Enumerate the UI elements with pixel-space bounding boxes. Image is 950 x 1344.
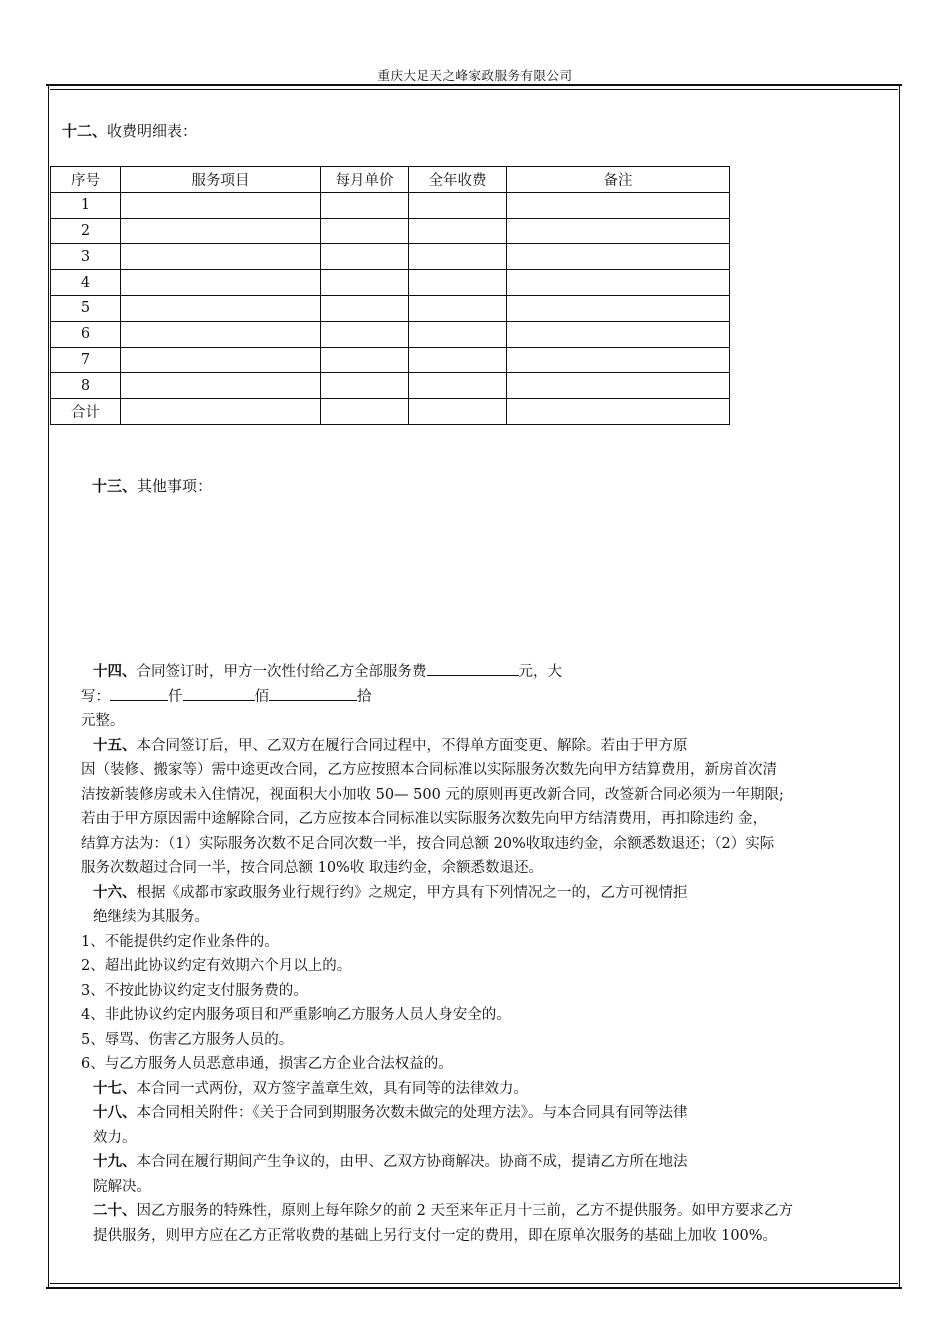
annual-fee-cell[interactable] xyxy=(409,244,507,270)
service-item-cell[interactable] xyxy=(121,192,321,218)
thousands-unit: 仟 xyxy=(168,688,183,705)
section-14-line-2 xyxy=(81,685,895,710)
remarks-cell[interactable] xyxy=(507,321,730,347)
list-item: 1、不能提供约定作业条件的。 xyxy=(81,933,279,950)
section-12-label: 十二、 xyxy=(62,122,108,140)
section-13-heading xyxy=(92,475,212,496)
section-15-text: 本合同签订后，甲、乙双方在履行合同过程中，不得单方面变更、解除。若由于甲方原 xyxy=(136,737,688,754)
annual-fee-cell[interactable] xyxy=(409,347,507,373)
section-14-label: 十四、 xyxy=(93,663,137,680)
row-number: 5 xyxy=(51,295,121,321)
tens-blank[interactable] xyxy=(269,686,357,701)
service-item-cell[interactable] xyxy=(121,244,321,270)
table-row xyxy=(51,270,730,296)
row-number: 1 xyxy=(51,192,121,218)
section-15-label: 十五、 xyxy=(93,736,137,754)
section-15-line-3: 洁按新装修房或未入住情况，视面积大小加收 50— 500 元的原则再更改新合同，改签新合同必须为一年期限; xyxy=(81,786,784,803)
annual-fee-total-cell[interactable] xyxy=(409,399,507,425)
service-item-cell[interactable] xyxy=(121,270,321,296)
header-serial-number: 序号 xyxy=(51,167,121,193)
remarks-cell[interactable] xyxy=(507,295,730,321)
list-item: 4、非此协议约定内服务项目和严重影响乙方服务人员人身安全的。 xyxy=(81,1007,511,1023)
remarks-cell[interactable] xyxy=(507,192,730,218)
page-frame-top xyxy=(46,84,902,86)
hundreds-unit: 佰 xyxy=(254,688,269,705)
page-frame-left xyxy=(48,84,49,1289)
monthly-price-cell[interactable] xyxy=(321,192,409,218)
section-16-label: 十六、 xyxy=(93,883,137,901)
thousands-blank[interactable] xyxy=(110,686,168,701)
service-item-total-cell[interactable] xyxy=(121,399,321,425)
section-20-label: 二十、 xyxy=(93,1202,137,1219)
service-item-cell[interactable] xyxy=(121,295,321,321)
total-row xyxy=(51,399,730,425)
section-16-line-2: 绝继续为其服务。 xyxy=(93,909,209,925)
monthly-price-cell[interactable] xyxy=(321,218,409,244)
section-16-line-1 xyxy=(81,881,895,906)
section-18-line-2: 效力。 xyxy=(93,1129,137,1146)
section-17-label: 十七、 xyxy=(93,1079,137,1097)
table-row xyxy=(51,295,730,321)
annual-fee-cell[interactable] xyxy=(409,373,507,399)
section-15-line-4: 若由于甲方原因需中途解除合同，乙方应按本合同标准以实际服务次数先向甲方结清费用，再扣除违约 金， xyxy=(81,811,768,827)
service-item-cell[interactable] xyxy=(121,218,321,244)
hundreds-blank[interactable] xyxy=(183,686,255,701)
section-12-heading xyxy=(62,120,197,141)
section-14-tail: 元，大 xyxy=(518,664,562,680)
table-row xyxy=(51,347,730,373)
table-row xyxy=(51,192,730,218)
page-frame-bottom-inner xyxy=(50,1283,898,1284)
section-13-title: 其他事项： xyxy=(137,477,213,495)
section-20-text: 因乙方服务的特殊性，原则上每年除夕的前 2 天至来年正月十三前，乙方不提供服务。如甲方要求乙方 xyxy=(136,1203,793,1219)
monthly-price-cell[interactable] xyxy=(321,295,409,321)
row-number: 6 xyxy=(51,321,121,347)
row-number: 8 xyxy=(51,373,121,399)
annual-fee-cell[interactable] xyxy=(409,218,507,244)
row-number: 7 xyxy=(51,347,121,373)
remarks-total-cell[interactable] xyxy=(507,399,730,425)
service-item-cell[interactable] xyxy=(121,321,321,347)
total-label: 合计 xyxy=(51,399,121,425)
section-14-line-1 xyxy=(81,660,895,685)
amount-in-words-label: 写： xyxy=(81,688,110,705)
section-15-line-2: 因（装修、搬家等）需中途更改合同，乙方应按照本合同标准以实际服务次数先向甲方结算费用，新房首次清 xyxy=(81,762,777,778)
header-service-item: 服务项目 xyxy=(121,167,321,193)
monthly-price-cell[interactable] xyxy=(321,270,409,296)
table-row xyxy=(51,244,730,270)
section-17-line xyxy=(81,1077,895,1102)
contract-terms xyxy=(81,660,895,1248)
page-frame-bottom xyxy=(46,1287,902,1289)
section-15-line-5: 结算方法为：（1）实际服务次数不足合同次数一半，按合同总额 20%收取违约金，余额悉数退还；（2）实际 xyxy=(81,835,775,852)
section-14-line-3: 元整。 xyxy=(81,713,125,729)
remarks-cell[interactable] xyxy=(507,244,730,270)
section-16-text: 根据《成都市家政服务业行规行约》之规定，甲方具有下列情况之一的，乙方可视情拒 xyxy=(136,884,688,901)
row-number: 3 xyxy=(51,244,121,270)
section-18-line-1 xyxy=(81,1101,895,1126)
section-15-line-6: 服务次数超过合同一半，按合同总额 10%收 取违约金，余额悉数退还。 xyxy=(81,860,543,876)
list-item: 2、超出此协议约定有效期六个月以上的。 xyxy=(81,958,352,974)
document-header: 重庆大足天之峰家政服务有限公司 xyxy=(377,68,573,83)
table-row xyxy=(51,218,730,244)
tens-unit: 拾 xyxy=(357,688,372,705)
section-14-text: 合同签订时，甲方一次性付给乙方全部服务费 xyxy=(136,664,427,680)
header-annual-fee: 全年收费 xyxy=(409,167,507,193)
monthly-price-total-cell[interactable] xyxy=(321,399,409,425)
section-20-line-1 xyxy=(81,1199,895,1224)
section-19-line-1 xyxy=(81,1150,895,1175)
section-19-label: 十九、 xyxy=(93,1153,137,1170)
page-frame-right xyxy=(899,84,900,1289)
list-item: 3、不按此协议约定支付服务费的。 xyxy=(81,982,308,999)
row-number: 2 xyxy=(51,218,121,244)
table-row xyxy=(51,373,730,399)
header-remarks: 备注 xyxy=(507,167,730,193)
monthly-price-cell[interactable] xyxy=(321,347,409,373)
annual-fee-cell[interactable] xyxy=(409,321,507,347)
remarks-cell[interactable] xyxy=(507,347,730,373)
fee-table-header-row xyxy=(51,167,730,193)
service-item-cell[interactable] xyxy=(121,347,321,373)
section-18-text: 本合同相关附件：《关于合同到期服务次数未做完的处理方法》。与本合同具有同等法律 xyxy=(136,1105,688,1121)
remarks-cell[interactable] xyxy=(507,373,730,399)
row-number: 4 xyxy=(51,270,121,296)
service-item-cell[interactable] xyxy=(121,373,321,399)
table-row xyxy=(51,321,730,347)
annual-fee-cell[interactable] xyxy=(409,192,507,218)
section-19-line-2: 院解决。 xyxy=(93,1178,151,1195)
section-18-label: 十八、 xyxy=(93,1104,137,1121)
monthly-price-cell[interactable] xyxy=(321,373,409,399)
list-item: 5、辱骂、伤害乙方服务人员的。 xyxy=(81,1031,294,1048)
monthly-price-cell[interactable] xyxy=(321,244,409,270)
annual-fee-cell[interactable] xyxy=(409,295,507,321)
section-19-text: 本合同在履行期间产生争议的，由甲、乙双方协商解决。协商不成，提请乙方所在地法 xyxy=(136,1154,688,1170)
list-item: 6、与乙方服务人员恶意串通，损害乙方企业合法权益的。 xyxy=(81,1056,453,1072)
section-12-title: 收费明细表： xyxy=(107,122,198,140)
monthly-price-cell[interactable] xyxy=(321,321,409,347)
total-fee-blank[interactable] xyxy=(427,661,519,676)
fee-table xyxy=(50,166,730,425)
section-20-line-2: 提供服务，则甲方应在乙方正常收费的基础上另行支付一定的费用，即在原单次服务的基础上加收 100%。 xyxy=(93,1227,778,1244)
remarks-cell[interactable] xyxy=(507,270,730,296)
section-13-label: 十三、 xyxy=(92,477,138,495)
header-monthly-price: 每月单价 xyxy=(321,167,409,193)
page-frame-top-inner xyxy=(50,89,898,90)
remarks-cell[interactable] xyxy=(507,218,730,244)
section-15-line-1 xyxy=(81,734,895,759)
section-17-text: 本合同一式两份，双方签字盖章生效，具有同等的法律效力。 xyxy=(136,1080,528,1097)
annual-fee-cell[interactable] xyxy=(409,270,507,296)
